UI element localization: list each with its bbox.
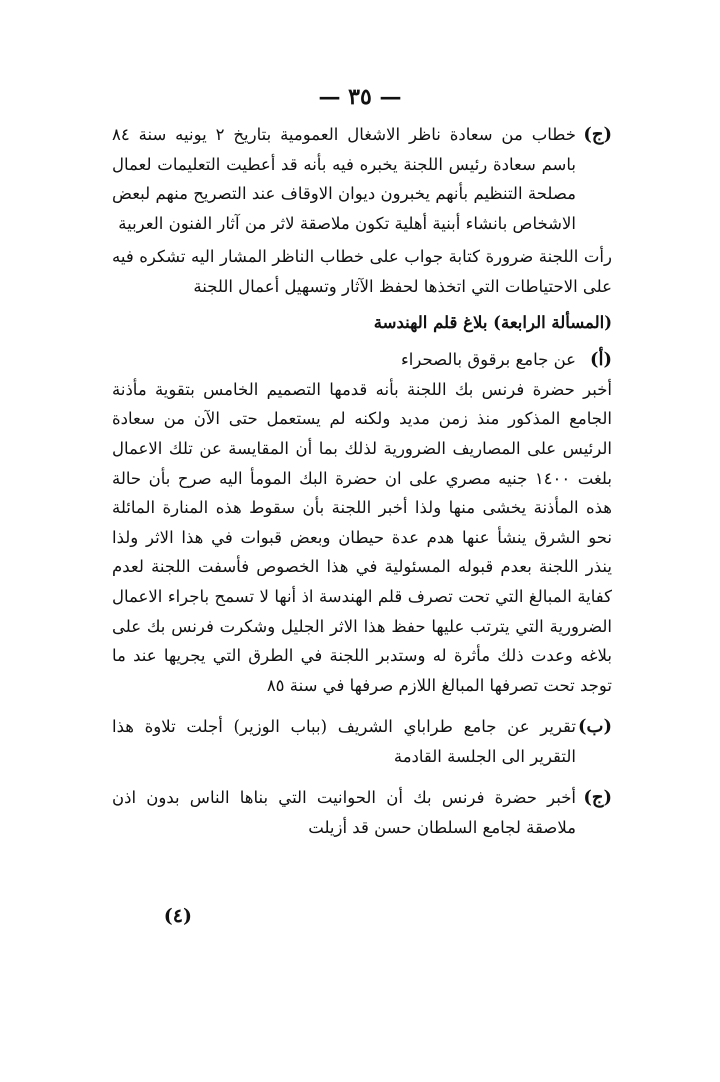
committee-resolution: رأت اللجنة ضرورة كتابة جواب على خطاب الناظر المشار اليه تشكره فيه على الاحتياطات التي اتخذها لحفظ الآثار وتسهيل أعمال اللجنة — [112, 247, 612, 296]
item-title: عن جامع برقوق بالصحراء — [401, 350, 576, 370]
item-marker: (ج) — [583, 124, 612, 145]
item-jim-first — [112, 120, 612, 238]
item-marker: (ج) — [583, 787, 612, 809]
item-text: تقرير عن جامع طراباي الشريف (بباب الوزير) أجلت تلاوة هذا التقرير الى الجلسة القادمة — [112, 717, 576, 766]
item-jim-second — [112, 783, 612, 842]
signature-number: (٤) — [163, 905, 192, 927]
item-ba — [112, 712, 612, 771]
item-marker: (ب) — [578, 716, 612, 738]
item-marker: (أ) — [589, 349, 612, 371]
item-alif-text: أخبر حضرة فرنس بك اللجنة بأنه قدمها التصميم الخامس بتقوية مأذنة الجامع المذكور منذ زمن مديد ولكنه لم يستعمل حتى الآن من سعادة الرئيس على المصاريف الضرورية لذلك بما أن المقايسة عن تلك الاعمال بلغت ١٤٠٠ جنيه مصري على ان حضرة البك المومأ اليه صرح بأن حالة هذه المأذنة يخشى منها ولذا أخبر اللجنة بأن سقوط هذه المنارة المائلة نحو الشرق ينشأ عنها هدم عدة حيطان وبعض قبوات في هذا الاثر ولذا ينذر اللجنة بعدم قبوله المسئولية في هذا الخصوص فأسفت اللجنة لعدم كفاية المبالغ التي تحت تصرف قلم الهندسة اذ أنها لا تسمح باجراء الاعمال الضرورية التي يترتب عليها حفظ هذا الاثر الجليل وشكرت فرنس بك على بلاغه وعدت ذلك مأثرة له وستدبر اللجنة في الطرق التي يجريها عند ما توجد تحت تصرفها المبالغ اللازم صرفها في سنة ٨٥ — [112, 379, 612, 695]
item-text: خطاب من سعادة ناظر الاشغال العمومية بتاريخ ٢ يونيه سنة ٨٤ باسم سعادة رئيس اللجنة يخبره فيه بأنه قد أعطيت التعليمات لعمال مصلحة التنظيم بأنهم يخبرون ديوان الاوقاف عند التصريح منهم لبعض الاشخاص بانشاء أبنية أهلية تكون ملاصقة لاثر من آثار الفنون العربية — [112, 125, 576, 233]
page-number: — ٣٥ — — [318, 84, 402, 110]
item-alif — [112, 345, 612, 375]
item-text: أخبر حضرة فرنس بك أن الحوانيت التي بناها الناس بدون اذن ملاصقة لجامع السلطان حسن قد أزيلت — [112, 788, 576, 838]
section-heading: (المسألة الرابعة) بلاغ قلم الهندسة — [373, 312, 612, 332]
page-body — [112, 120, 612, 843]
